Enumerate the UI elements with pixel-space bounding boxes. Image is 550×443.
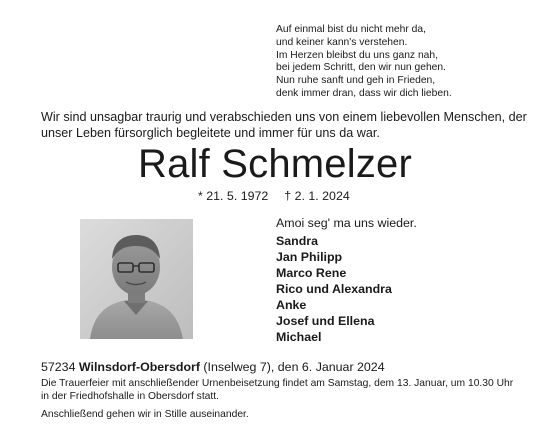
- intro-line: Wir sind unsagbar traurig und verabschieden uns von einem liebevollen Menschen, der: [41, 110, 527, 124]
- birth-date: * 21. 5. 1972: [198, 189, 269, 203]
- life-dates: [198, 188, 350, 204]
- funeral-notice: [41, 378, 541, 403]
- mourner-name: Josef und Ellena: [276, 314, 375, 328]
- poem: [276, 24, 536, 101]
- place-date-line: [41, 359, 385, 375]
- town-name: Wilnsdorf-Obersdorf: [78, 360, 200, 374]
- poem-line: Auf einmal bist du nicht mehr da,: [276, 24, 426, 35]
- mourner-name: Marco Rene: [276, 266, 347, 280]
- poem-line: und keiner kann's verstehen.: [276, 36, 408, 48]
- poem-line: bei jedem Schritt, den wir nun gehen.: [276, 62, 446, 74]
- mourner-name: Anke: [276, 298, 307, 312]
- postal-code: 57234: [41, 360, 76, 374]
- closing-text: Anschließend gehen wir in Stille auseinander.: [41, 409, 249, 420]
- poem-line: Nun ruhe sanft und geh in Frieden,: [276, 75, 436, 87]
- address-date: (Inselweg 7), den 6. Januar 2024: [203, 360, 385, 374]
- mourner-name: Michael: [276, 330, 322, 344]
- notice-line: Die Trauerfeier mit anschließender Urnenbeisetzung findet am Samstag, dem 13. Januar, um 10.30 Uhr: [41, 378, 514, 389]
- farewell-greeting: Amoi seg' ma uns wieder.: [276, 216, 417, 230]
- portrait-photo: [80, 219, 193, 339]
- poem-line: denk immer dran, dass wir dich lieben.: [276, 87, 452, 99]
- mourners: [276, 215, 417, 345]
- mourner-name: Sandra: [276, 234, 319, 248]
- mourner-name: Rico und Alexandra: [276, 282, 392, 296]
- death-date: † 2. 1. 2024: [284, 189, 350, 203]
- notice-line: in der Friedhofshalle in Obersdorf statt.: [41, 390, 219, 402]
- deceased-name: Ralf Schmelzer: [138, 142, 412, 186]
- poem-line: Im Herzen bleibst du uns ganz nah,: [276, 49, 438, 61]
- portrait-image: [80, 219, 193, 339]
- intro-line: unser Leben fürsorglich begleitete und immer für uns da war.: [41, 125, 380, 140]
- mourner-name: Jan Philipp: [276, 250, 343, 264]
- intro-text: [41, 110, 541, 141]
